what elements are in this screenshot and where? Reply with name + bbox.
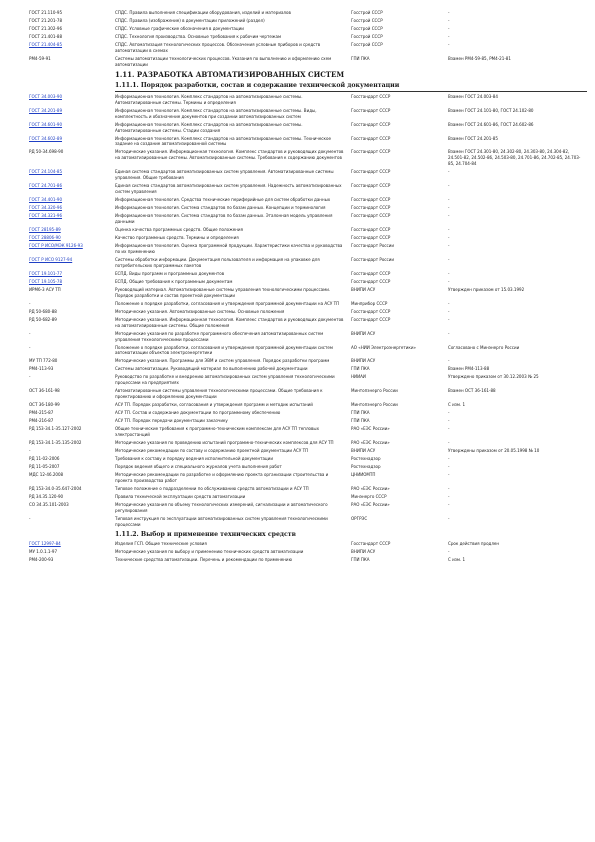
approving-organization: НИИАИ	[351, 375, 366, 381]
standard-title: Информационная технология. Комплекс стандартов на автоматизированные системы. Техническое задание на создание автоматизированной системы	[115, 136, 331, 148]
standard-title: СПДС. Автоматизация технологических процессов. Обозначения условные приборов и средств автоматизации в схемах	[115, 43, 321, 54]
approving-organization: ВНИПИ АСУ	[351, 287, 376, 293]
standard-title: Общие технические требования к программно-техническим комплексам для АСУ ТП тепловых электростанций	[115, 427, 319, 439]
replacement-note: Взамен ГОСТ 24.003-84	[448, 94, 498, 100]
section-heading	[29, 71, 587, 79]
standard-title: Единая система стандартов автоматизированных систем управления. Надежность автоматизированных систем управления	[115, 184, 342, 196]
standard-title: СПДС. Технология производства. Основные требования к рабочим чертежам	[115, 35, 282, 40]
standard-title: Методические указания. Автоматизированные системы. Основные положения	[115, 309, 285, 315]
table-row	[29, 11, 587, 17]
standard-title: Положение о порядке разработки, согласования и утверждения программной документации на АСУ ТП	[115, 301, 340, 307]
approving-organization: Госстандарт СССР	[351, 309, 391, 315]
standard-title: Порядок ведения общего и специального журналов учета выполнения работ	[115, 465, 282, 471]
section-heading	[29, 531, 587, 539]
standard-code-link[interactable]: ГОСТ 34.321-96	[29, 214, 63, 220]
approving-organization: Минприбор СССР	[351, 301, 388, 307]
table-row	[29, 258, 587, 270]
standard-title: Информационная технология. Система стандартов по базам данных. Эталонная модель управления данными	[115, 214, 333, 225]
standard-title: Методические указания. Информационная технология. Комплекс стандартов и руководящих документов на автоматизированные системы. Автоматизированные системы. Требования к содержанию документов	[115, 150, 344, 162]
standard-code: ГОСТ 21.110-95	[29, 11, 63, 16]
standard-title: АСУ ТП. Порядок разработки, согласования и утверждения программ и методик испытаний	[115, 403, 313, 409]
table-row	[29, 123, 587, 135]
standard-title: Методические указания по выбору и применению технических средств автоматизации	[115, 549, 304, 555]
standard-code-link[interactable]: ГОСТ 24.104-85	[29, 170, 63, 176]
standard-code-link[interactable]: ГОСТ 34.401-90	[29, 198, 63, 204]
standard-code: РД 50-682-89	[29, 317, 57, 323]
standard-code: ГОСТ 21.302-96	[29, 27, 63, 32]
table-row	[29, 244, 587, 256]
table-row	[29, 288, 587, 300]
table-row	[29, 411, 587, 417]
standard-code: РМ4-59-91	[29, 56, 51, 62]
table-row	[29, 95, 587, 107]
standard-title: ЕСПД. Виды программ и программных документов	[115, 271, 225, 277]
replacement-note: -	[448, 317, 450, 323]
standard-code: РД 153-34.1-35.127-2002	[29, 427, 82, 433]
table-row	[29, 495, 587, 501]
approving-organization: Госстрой СССР	[351, 27, 383, 32]
standard-code: МУ ТП 772-80	[29, 359, 58, 365]
document-table	[29, 11, 587, 566]
standard-code-link[interactable]: ГОСТ 24.701-86	[29, 184, 63, 190]
table-row	[29, 473, 587, 485]
standard-title: Информационная технология. Оценка программной продукции. Характеристики качества и руководства по их применению	[115, 243, 343, 255]
approving-organization: Госстандарт России	[351, 257, 395, 263]
table-row	[29, 57, 587, 69]
replacement-note: Согласовано с Минэнерго России	[448, 345, 520, 351]
replacement-note: Срок действия продлен	[448, 541, 500, 547]
replacement-note: -	[448, 457, 450, 463]
replacement-note: Взамен ГОСТ 24.301-80, 24.302-80, 24.303-80, 24.304-82, 24.501-82, 24.502-86, 24.503-80, 24.701-86, 24.702-85, 24.703-85, 24.704-84	[448, 150, 581, 168]
table-row	[29, 375, 587, 387]
approving-organization: Госстандарт СССР	[351, 108, 391, 114]
approving-organization: Госстандарт СССР	[351, 184, 391, 190]
standard-code: РМ4-216-87	[29, 419, 54, 425]
approving-organization: Госстрой СССР	[351, 11, 383, 16]
approving-organization: Госстандарт СССР	[351, 198, 391, 204]
table-row	[29, 457, 587, 463]
standard-code: -	[29, 375, 31, 381]
replacement-note: Взамен ГОСТ 24.101-80, ГОСТ 24.102-80	[448, 108, 534, 114]
table-row	[29, 503, 587, 515]
standard-code: ГОСТ 21.201-78	[29, 19, 63, 24]
replacement-note: -	[448, 235, 450, 241]
replacement-note: -	[448, 279, 450, 285]
table-row	[29, 280, 587, 286]
standard-code: РД 11-02-2006	[29, 457, 60, 463]
standard-code: -	[29, 301, 31, 307]
standard-title: Методические указания. Информационная технология. Комплекс стандартов и руководящих документов на автоматизированные системы. Общие положения	[115, 317, 344, 329]
standard-code-link[interactable]: ГОСТ Р ИСО 9127-94	[29, 257, 73, 263]
table-row	[29, 198, 587, 204]
standard-title: Изделия ГСП. Общие технические условия	[115, 541, 207, 547]
table-row	[29, 27, 587, 33]
table-row	[29, 35, 587, 41]
replacement-note: -	[448, 198, 450, 204]
standard-code: -	[29, 331, 31, 337]
standard-code-link[interactable]: ГОСТ 34.201-89	[29, 108, 63, 114]
replacement-note: -	[448, 465, 450, 471]
table-row	[29, 19, 587, 25]
standard-title: Информационная технология. Комплекс стандартов на автоматизированные системы. Виды, комплектность и обозначение документов при создании автоматизированных систем	[115, 108, 317, 120]
approving-organization: РАО «ЕЭС России»	[351, 503, 390, 509]
approving-organization: АО «НИИ Электроэнергетики»	[351, 345, 416, 351]
standard-code-link[interactable]: ГОСТ Р ИСО/МЭК 9126-93	[29, 243, 83, 249]
replacement-note: -	[448, 516, 450, 522]
standard-title: АСУ ТП. Порядок передачи документации заказчику	[115, 419, 228, 425]
standard-code: РД 34.35.120-90	[29, 495, 64, 501]
approving-organization: Госстандарт СССР	[351, 227, 391, 233]
table-row	[29, 558, 587, 564]
replacement-note: -	[448, 359, 450, 365]
standard-code: РД 153-34.0-35.647-2004	[29, 487, 82, 493]
approving-organization: Ростехнадзор	[351, 457, 381, 463]
replacement-note: -	[448, 301, 450, 307]
approving-organization: Госстандарт СССР	[351, 541, 391, 547]
approving-organization: Госстрой СССР	[351, 35, 383, 40]
table-row	[29, 449, 587, 455]
standard-code-link[interactable]: ГОСТ 21.404-85	[29, 43, 63, 48]
standard-title: Информационная технология. Комплекс стандартов на автоматизированные системы. Автоматизированные системы. Стадии создания	[115, 122, 303, 134]
table-row	[29, 228, 587, 234]
standard-title: Информационная технология. Комплекс стандартов на автоматизированные системы. Автоматизированные системы. Термины и определения	[115, 94, 303, 106]
table-row	[29, 427, 587, 439]
standard-title: Технические средства автоматизации. Перечень и рекомендации по применению	[115, 557, 292, 563]
approving-organization: Ростехнадзор	[351, 465, 381, 471]
replacement-note: Утвержден приказом от 15.03.1992	[448, 287, 525, 293]
standard-code: -	[29, 345, 31, 351]
approving-organization: Госстандарт СССР	[351, 214, 391, 220]
standard-code: РМ4-215-87	[29, 411, 54, 417]
table-row	[29, 517, 587, 529]
table-row	[29, 43, 587, 55]
approving-organization: ГПИ ПКА	[351, 367, 370, 373]
standard-code: ОСТ 36-161-98	[29, 389, 60, 395]
table-row	[29, 170, 587, 182]
replacement-note: -	[448, 331, 450, 337]
approving-organization: Госстандарт СССР	[351, 150, 391, 156]
approving-organization: РАО «ЕЭС России»	[351, 487, 390, 493]
standard-title: Правила технической эксплуатации средств автоматизации	[115, 495, 246, 501]
table-row	[29, 150, 587, 168]
standard-title: Руководство по разработке и внедрению автоматизированных систем управления технологическими процессами на предприятиях	[115, 375, 335, 387]
table-row	[29, 206, 587, 212]
table-row	[29, 403, 587, 409]
replacement-note: -	[448, 243, 450, 249]
replacement-note: -	[448, 43, 450, 48]
standard-title: Системы обработки информации. Документация пользователя и информация на упаковке для потребительских программных пакетов	[115, 257, 320, 269]
standard-title: Методические рекомендации по составу и содержанию проектной документации АСУ ТП	[115, 449, 309, 455]
standard-code: МУ 1.0.1.1-97	[29, 549, 58, 555]
standard-title: Автоматизированные системы управления технологическими процессами. Общие требования к проектированию и оформлению документации	[115, 389, 323, 401]
approving-organization: Госстандарт СССР	[351, 279, 391, 285]
table-row	[29, 214, 587, 226]
standard-title: Типовое положение о подразделении по обслуживанию средств автоматизации и АСУ ТП	[115, 487, 309, 493]
section-heading	[29, 82, 587, 92]
table-row	[29, 332, 587, 344]
standard-code-link[interactable]: ГОСТ 19.105-78	[29, 279, 63, 285]
table-row	[29, 137, 587, 149]
replacement-note: -	[448, 271, 450, 277]
standard-title: Методические указания. Программы для ЭВМ и систем управления. Порядок разработки программ	[115, 359, 330, 365]
approving-organization: Госстандарт СССР	[351, 317, 391, 323]
standard-title: СПДС. Правила выполнения спецификации оборудования, изделий и материалов	[115, 11, 291, 16]
standard-title: ЕСПД. Общие требования к программным документам	[115, 279, 233, 285]
table-row	[29, 389, 587, 401]
table-row	[29, 109, 587, 121]
standard-title: Оценка качества программных средств. Общие положения	[115, 227, 243, 233]
standard-title: Руководящий материал. Автоматизированные системы управления технологическими процессами. Порядок разработки и состав проектной документации	[115, 287, 331, 299]
replacement-note: -	[448, 503, 450, 509]
table-row	[29, 367, 587, 373]
standard-code: РД 50-680-88	[29, 309, 57, 315]
replacement-note: -	[448, 184, 450, 190]
approving-organization: Госстрой СССР	[351, 43, 383, 48]
standard-code-link[interactable]: ГОСТ 34.320-96	[29, 206, 63, 212]
replacement-note: -	[448, 35, 450, 40]
approving-organization: РАО «ЕЭС России»	[351, 427, 390, 433]
approving-organization: Госстандарт СССР	[351, 271, 391, 277]
approving-organization: Госстандарт России	[351, 243, 395, 249]
standard-code-link[interactable]: ГОСТ 28195-89	[29, 227, 61, 233]
table-row	[29, 346, 587, 358]
approving-organization: ОРГРЭС	[351, 516, 368, 522]
standard-title: Методические указания по объему технологических измерений, сигнализации и автоматического регулирования	[115, 503, 328, 514]
approving-organization: Госстандарт СССР	[351, 122, 391, 128]
standard-title: Типовая инструкция по эксплуатации автоматизированных систем управления технологическими процессами	[115, 516, 328, 528]
standard-code: МДС 12-46.2008	[29, 473, 64, 479]
approving-organization: Госстандарт СССР	[351, 235, 391, 241]
approving-organization: ЦНИИОМТП	[351, 473, 376, 479]
standard-code-link[interactable]: ГОСТ 28806-90	[29, 235, 61, 241]
table-row	[29, 465, 587, 471]
approving-organization: ГПИ ПКА	[351, 419, 370, 425]
approving-organization: ВНИПИ АСУ	[351, 359, 376, 365]
standard-code-link[interactable]: ГОСТ 12997-84	[29, 541, 61, 547]
standard-title: Положение о порядке разработки, согласования и утверждения программной документации систем автоматизации объектов электроэнергетики	[115, 345, 333, 357]
standard-code: СО 34.35.101-2003	[29, 503, 69, 509]
approving-organization: ВНИПИ АСУ	[351, 331, 376, 337]
approving-organization: ГПИ ПКА	[351, 557, 370, 563]
table-row	[29, 550, 587, 556]
standard-title: Информационная технология. Система стандартов по базам данных. Концепции и терминология	[115, 206, 326, 212]
replacement-note: Утверждено приказом от 30.12.2003 № 25	[448, 375, 539, 381]
approving-organization: Госстандарт СССР	[351, 206, 391, 212]
replacement-note: -	[448, 441, 450, 447]
replacement-note: -	[448, 27, 450, 32]
approving-organization: ГПИ ПКА	[351, 56, 370, 62]
replacement-note: -	[448, 419, 450, 425]
replacement-note: -	[448, 473, 450, 479]
replacement-note: -	[448, 309, 450, 315]
standard-title: Системы автоматизации технологических процессов. Указания по выполнению и оформлению схем автоматизации	[115, 56, 332, 68]
standard-title: АСУ ТП. Состав и содержание документации по программному обеспечению	[115, 411, 281, 417]
section-title: 1.11. РАЗРАБОТКА АВТОМАТИЗИРОВАННЫХ СИСТЕМ	[115, 69, 345, 79]
table-row	[29, 318, 587, 330]
standard-title: Требования к составу и порядку ведения исполнительной документации	[115, 457, 273, 463]
replacement-note: Взамен ОСТ 36-161-88	[448, 389, 496, 395]
approving-organization: Госстандарт СССР	[351, 94, 391, 100]
approving-organization: ВНИПИ АСУ	[351, 549, 376, 555]
standard-title: Методические указания по разработке программного обеспечения автоматизированных систем управления технологическими процессами	[115, 331, 324, 343]
section-title: 1.11.2. Выбор и применение технических средств	[115, 530, 296, 538]
standard-title: Качество программных средств. Термины и определения	[115, 235, 239, 241]
approving-organization: Госстрой СССР	[351, 19, 383, 24]
approving-organization: Минтопэнерго России	[351, 389, 398, 395]
standard-title: Единая система стандартов автоматизированных систем управления. Автоматизированные системы управления. Общие требования	[115, 170, 334, 182]
table-row	[29, 359, 587, 365]
standard-code: ИРМ6-3 АСУ ТП	[29, 287, 61, 293]
replacement-note: -	[448, 227, 450, 233]
table-row	[29, 441, 587, 447]
replacement-note: -	[448, 487, 450, 493]
approving-organization: Госстандарт СССР	[351, 136, 391, 142]
table-row	[29, 487, 587, 493]
standard-code: РД 50-34.698-90	[29, 150, 64, 156]
standard-code: ГОСТ 21.401-88	[29, 35, 63, 40]
replacement-note: С изм. 1	[448, 403, 466, 409]
replacement-note: Взамен РМ4-59-85, РМ4-21-81	[448, 56, 511, 62]
table-row	[29, 419, 587, 425]
approving-organization: РАО «ЕЭС России»	[351, 441, 390, 447]
table-row	[29, 542, 587, 548]
approving-organization: ВНИПИ АСУ	[351, 449, 376, 455]
table-row	[29, 310, 587, 316]
replacement-note: -	[448, 257, 450, 263]
approving-organization: Минэнерго СССР	[351, 495, 387, 501]
replacement-note: -	[448, 19, 450, 24]
table-row	[29, 184, 587, 196]
replacement-note: С изм. 1	[448, 557, 466, 563]
section-title: 1.11.1. Порядок разработки, состав и содержание технической документации	[115, 82, 587, 92]
standard-code-link[interactable]: ГОСТ 34.602-89	[29, 136, 63, 142]
replacement-note: -	[448, 214, 450, 220]
standard-code: -	[29, 449, 31, 455]
standard-code-link[interactable]: ГОСТ 34.003-90	[29, 94, 63, 100]
table-row	[29, 302, 587, 308]
replacement-note: Взамен ГОСТ 24.201-85	[448, 136, 498, 142]
standard-code: ОСТ 36-180-99	[29, 403, 60, 409]
table-row	[29, 236, 587, 242]
standard-title: Методические рекомендации по разработке и оформлению проекта организации строительства и проекта производства работ	[115, 473, 329, 485]
replacement-note: Взамен РМ4-113-88	[448, 367, 490, 373]
approving-organization: Госстандарт СССР	[351, 170, 391, 176]
replacement-note: Взамен ГОСТ 24.601-86, ГОСТ 24.602-86	[448, 122, 534, 128]
standard-code: -	[29, 516, 31, 522]
standard-code: РД 153-34.1-35.135-2002	[29, 441, 82, 447]
standard-code-link[interactable]: ГОСТ 34.601-90	[29, 122, 63, 128]
standard-code: РМ4-113-93	[29, 367, 54, 373]
replacement-note: -	[448, 549, 450, 555]
replacement-note: -	[448, 170, 450, 176]
table-row	[29, 272, 587, 278]
approving-organization: Минтопэнерго России	[351, 403, 398, 409]
approving-organization: ГПИ ПКА	[351, 411, 370, 417]
replacement-note: -	[448, 11, 450, 16]
standard-title: СПДС. Правила (изображение) в документации приложений (раздел)	[115, 19, 265, 24]
replacement-note: -	[448, 427, 450, 433]
standard-code-link[interactable]: ГОСТ 19.101-77	[29, 271, 63, 277]
replacement-note: -	[448, 206, 450, 212]
standard-title: Системы автоматизации. Руководящий материал по выполнению рабочей документации	[115, 367, 308, 373]
standard-code: РД 11-05-2007	[29, 465, 60, 471]
standard-title: Информационная технология. Средства технические периферийные для систем обработки данных	[115, 198, 331, 204]
replacement-note: Утверждены приказом от 20.05.1998 № 10	[448, 449, 540, 455]
replacement-note: -	[448, 411, 450, 417]
standard-title: Методические указания по проведению испытаний программно-технических комплексов для АСУ ТП	[115, 441, 334, 447]
standard-code: РМ4-200-93	[29, 557, 54, 563]
standard-title: СПДС. Условные графические обозначения в документации	[115, 27, 244, 32]
replacement-note: -	[448, 495, 450, 501]
